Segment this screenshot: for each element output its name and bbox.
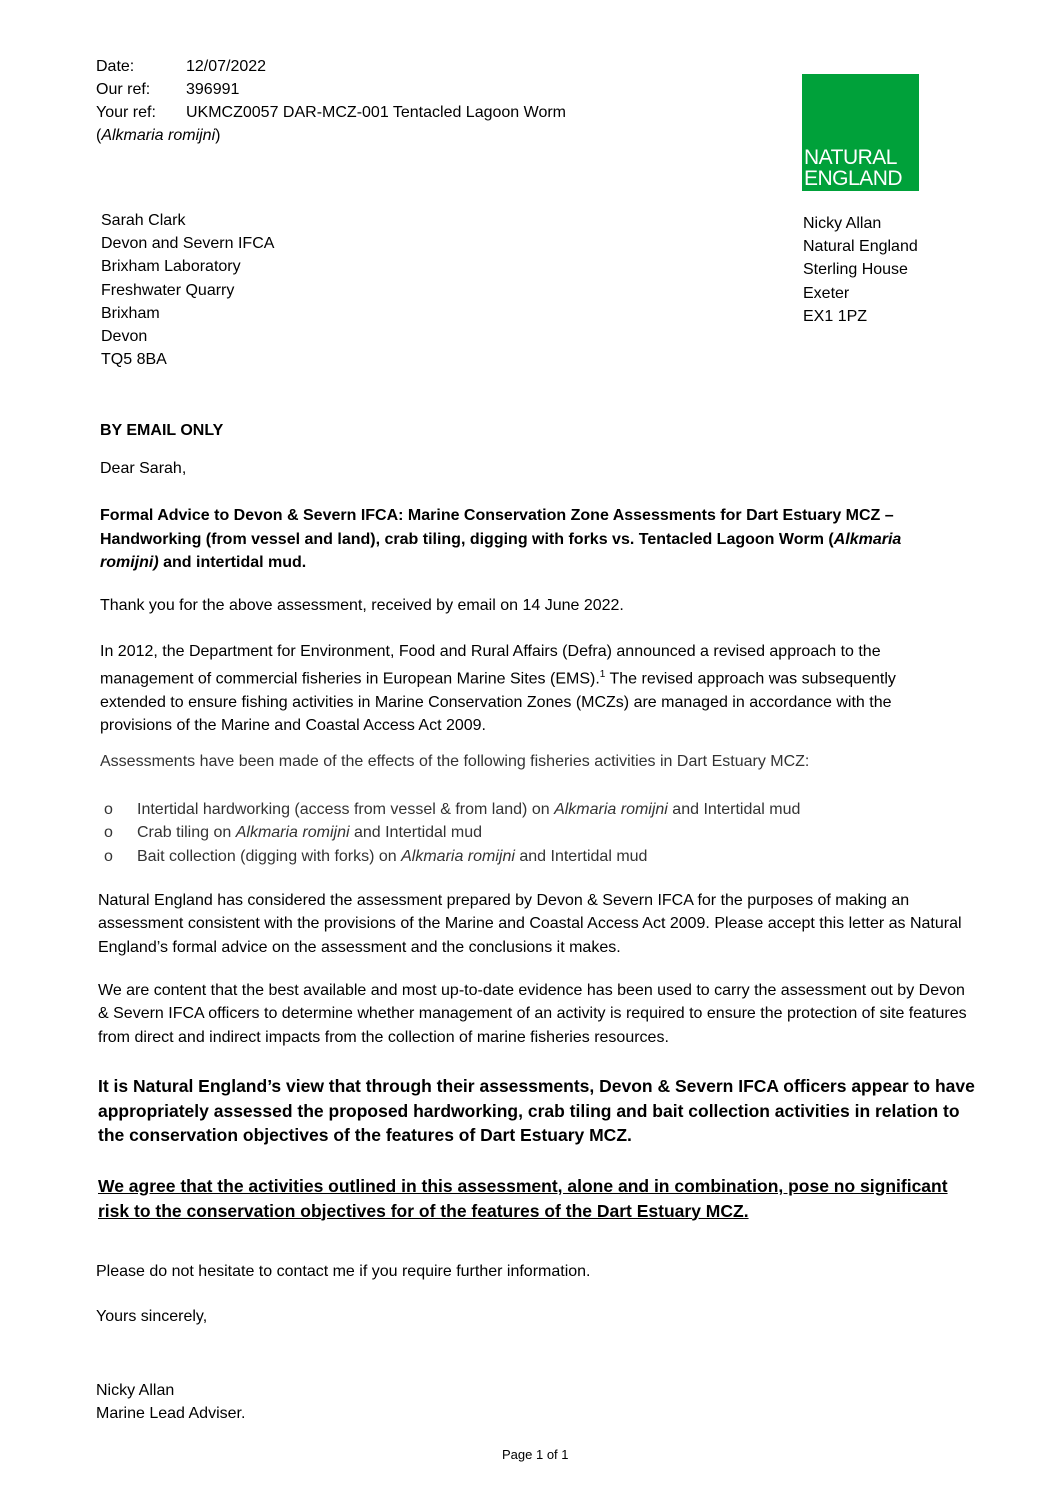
- our-ref-value: 396991: [186, 81, 240, 98]
- date-row: [96, 55, 566, 78]
- considered-paragraph: Natural England has considered the assessment prepared by Devon & Severn IFCA for the purposes of making an assessment consistent with the provisions of the Marine and Coastal Access Act 2009. Please accept this letter as Natural England’s formal advice on the assessment and the conclusions it makes.: [98, 892, 962, 956]
- logo-line2: ENGLAND: [804, 167, 903, 190]
- list-item: o Crab tiling on Alkmaria romijni and Intertidal mud: [104, 821, 800, 844]
- list-item: o Intertidal hardworking (access from vessel & from land) on Alkmaria romijni and Intertidal mud: [104, 798, 800, 821]
- recipient-line: Devon: [101, 328, 148, 346]
- bullet-marker: o: [104, 824, 113, 842]
- date-value: 12/07/2022: [186, 58, 267, 75]
- agreement-statement: We agree that the activities outlined in this assessment, alone and in combination, pose no significant risk to the conservation objectives for of the features of the Dart Estuary MCZ.: [98, 1176, 948, 1221]
- sender-line: Exeter: [803, 284, 850, 302]
- species-name: Alkmaria romijni: [554, 801, 668, 818]
- bullet-marker: o: [104, 801, 113, 818]
- assessments-intro: Assessments have been made of the effects of the following fisheries activities in Dart Estuary MCZ:: [100, 753, 810, 770]
- sender-line: Nicky Allan: [803, 215, 882, 232]
- signatory-title: Marine Lead Adviser.: [96, 1405, 246, 1422]
- sender-line: EX1 1PZ: [803, 307, 868, 325]
- page-number: Page 1 of 1: [502, 1447, 569, 1462]
- contact-paragraph: Please do not hesitate to contact me if you require further information.: [96, 1263, 591, 1280]
- recipient-line: Devon and Severn IFCA: [101, 235, 275, 253]
- footnote-marker: 1: [599, 669, 606, 681]
- natural-england-logo: [802, 74, 919, 191]
- signatory-name: Nicky Allan: [96, 1382, 175, 1399]
- recipient-line: Sarah Clark: [101, 212, 186, 229]
- species-name: Alkmaria romijni: [101, 127, 216, 144]
- species-name: Alkmaria romijni): [100, 530, 902, 571]
- list-item: o Bait collection (digging with forks) on Alkmaria romijni and Intertidal mud: [104, 845, 800, 868]
- delivery-note: BY EMAIL ONLY: [100, 422, 224, 439]
- content-paragraph: We are content that the best available and most up-to-date evidence has been used to carry the assessment out by Devon & Severn IFCA officers to determine whether management of an activity is required to ensure the protection of site features from direct and indirect impacts from the collection of marine fisheries resources.: [98, 982, 967, 1046]
- your-ref-value: UKMCZ0057 DAR-MCZ-001 Tentacled Lagoon Worm: [186, 104, 567, 121]
- your-ref-row: [96, 101, 566, 124]
- recipient-line: Brixham: [101, 304, 160, 322]
- date-label: Date:: [96, 58, 135, 75]
- our-ref-row: [96, 78, 566, 101]
- sender-address: [803, 212, 918, 328]
- logo-line1: NATURAL: [804, 146, 897, 169]
- closing: Yours sincerely,: [96, 1308, 208, 1325]
- salutation: Dear Sarah,: [100, 460, 187, 477]
- view-statement: It is Natural England’s view that through their assessments, Devon & Severn IFCA officers appear to have appropriately assessed the proposed hardworking, crab tiling and bait collection activities in relation to the conservation objectives of the features of Dart Estuary MCZ.: [98, 1076, 975, 1145]
- your-ref-continuation: (Alkmaria romijni): [96, 127, 221, 144]
- thanks-paragraph: Thank you for the above assessment, received by email on 14 June 2022.: [100, 597, 624, 614]
- recipient-line: Brixham Laboratory: [101, 258, 241, 276]
- species-name: Alkmaria romijni: [401, 847, 515, 865]
- activity-list: [104, 798, 800, 868]
- sender-line: Natural England: [803, 238, 918, 256]
- your-ref-label: Your ref:: [96, 104, 156, 121]
- letter-heading: Formal Advice to Devon & Severn IFCA: Marine Conservation Zone Assessments for Dart Estuary MCZ – Handworking (from vessel and land), crab tiling, digging with forks vs. Tentacled Lagoon Worm (Alkmaria romijni) and intertidal mud.: [100, 507, 902, 571]
- sender-line: Sterling House: [803, 261, 908, 279]
- reference-block: [96, 55, 566, 147]
- recipient-address: [101, 209, 274, 371]
- our-ref-label: Our ref:: [96, 81, 151, 98]
- species-name: Alkmaria romijni: [235, 824, 350, 842]
- signature-block: [96, 1379, 245, 1425]
- recipient-line: Freshwater Quarry: [101, 281, 235, 299]
- recipient-line: TQ5 8BA: [101, 351, 167, 369]
- bullet-marker: o: [104, 847, 113, 865]
- intro-paragraph: In 2012, the Department for Environment, Food and Rural Affairs (Defra) announced a revised approach to the management of commercial fisheries in European Marine Sites (EMS).$^1$ The revised approach was subsequently extended to ensure fishing activities in Marine Conservation Zones (MCZs) are managed in accordance with the provisions of the Marine and Coastal Access Act 2009.: [100, 643, 896, 735]
